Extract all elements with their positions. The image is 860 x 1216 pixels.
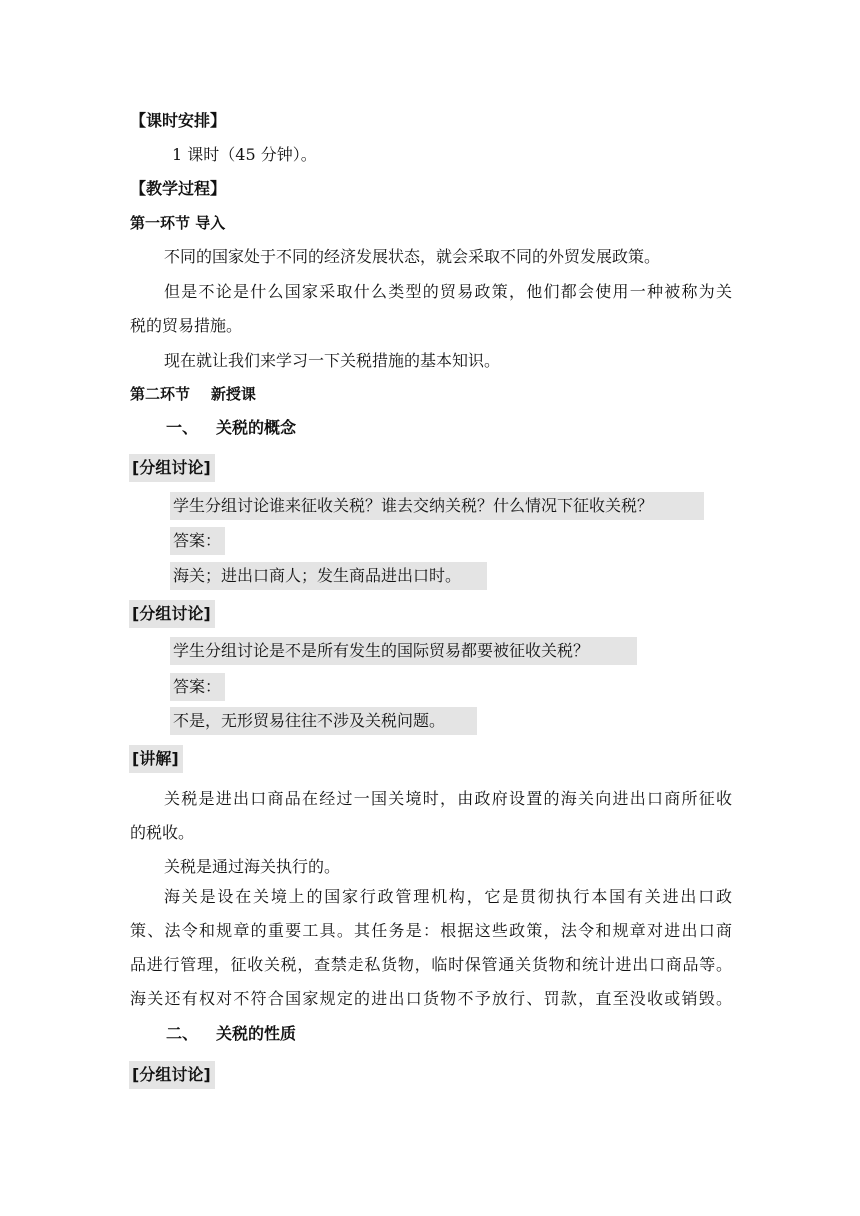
explanation-p1 [130, 782, 732, 850]
schedule-text: 1 课时（45 分钟）。 [172, 145, 317, 164]
explanation-p3-line1: 海关是设在关境上的国家行政管理机构，它是贯彻执行本国有关进出口政 [164, 887, 732, 906]
section1-para2-line1: 但是不论是什么国家采取什么类型的贸易政策，他们都会使用一种被称为关 [164, 282, 732, 301]
sub1-title: 关税的概念 [216, 418, 297, 437]
section1-para2 [130, 275, 732, 343]
discussion3-tag: [分组讨论] [129, 1061, 215, 1089]
section1-heading: 第一环节 导入 [130, 214, 226, 232]
explanation-tag: [讲解] [129, 745, 183, 773]
schedule-heading: 【课时安排】 [130, 111, 227, 130]
sub1-number: 一、 [166, 418, 199, 437]
section1-para2-line2: 税的贸易措施。 [130, 316, 243, 335]
process-heading: 【教学过程】 [130, 179, 227, 198]
discussion2-answer: 不是，无形贸易往往不涉及关税问题。 [170, 707, 477, 735]
explanation-p1-line1: 关税是进出口商品在经过一国关境时，由政府设置的海关向进出口商所征收 [164, 789, 732, 808]
discussion1-tag: [分组讨论] [129, 454, 215, 482]
sub2-title: 关税的性质 [216, 1024, 297, 1043]
discussion1-question: 学生分组讨论谁来征收关税？谁去交纳关税？什么情况下征收关税？ [170, 492, 704, 520]
explanation-p3 [130, 880, 732, 1016]
explanation-p3-line4: 海关还有权对不符合国家规定的进出口货物不予放行、罚款，直至没收或销毁。 [130, 989, 732, 1008]
explanation-p3-line2: 策、法令和规章的重要工具。其任务是：根据这些政策，法令和规章对进出口商 [130, 921, 732, 940]
explanation-p3-line3: 品进行管理，征收关税，查禁走私货物，临时保管通关货物和统计进出口商品等。 [130, 955, 732, 974]
sub2-number: 二、 [166, 1024, 199, 1043]
explanation-p2: 关税是通过海关执行的。 [164, 857, 341, 876]
discussion1-answer: 海关；进出口商人；发生商品进出口时。 [170, 562, 487, 590]
explanation-p1-line2: 的税收。 [130, 823, 195, 842]
discussion2-answer-label: 答案： [170, 673, 225, 701]
section2-heading: 第二环节 新授课 [130, 385, 256, 403]
section1-para3: 现在就让我们来学习一下关税措施的基本知识。 [164, 351, 501, 370]
discussion2-tag: [分组讨论] [129, 600, 215, 628]
discussion1-answer-label: 答案： [170, 527, 225, 555]
discussion2-question: 学生分组讨论是不是所有发生的国际贸易都要被征收关税？ [170, 637, 637, 665]
section1-para1: 不同的国家处于不同的经济发展状态，就会采取不同的外贸发展政策。 [164, 247, 661, 266]
